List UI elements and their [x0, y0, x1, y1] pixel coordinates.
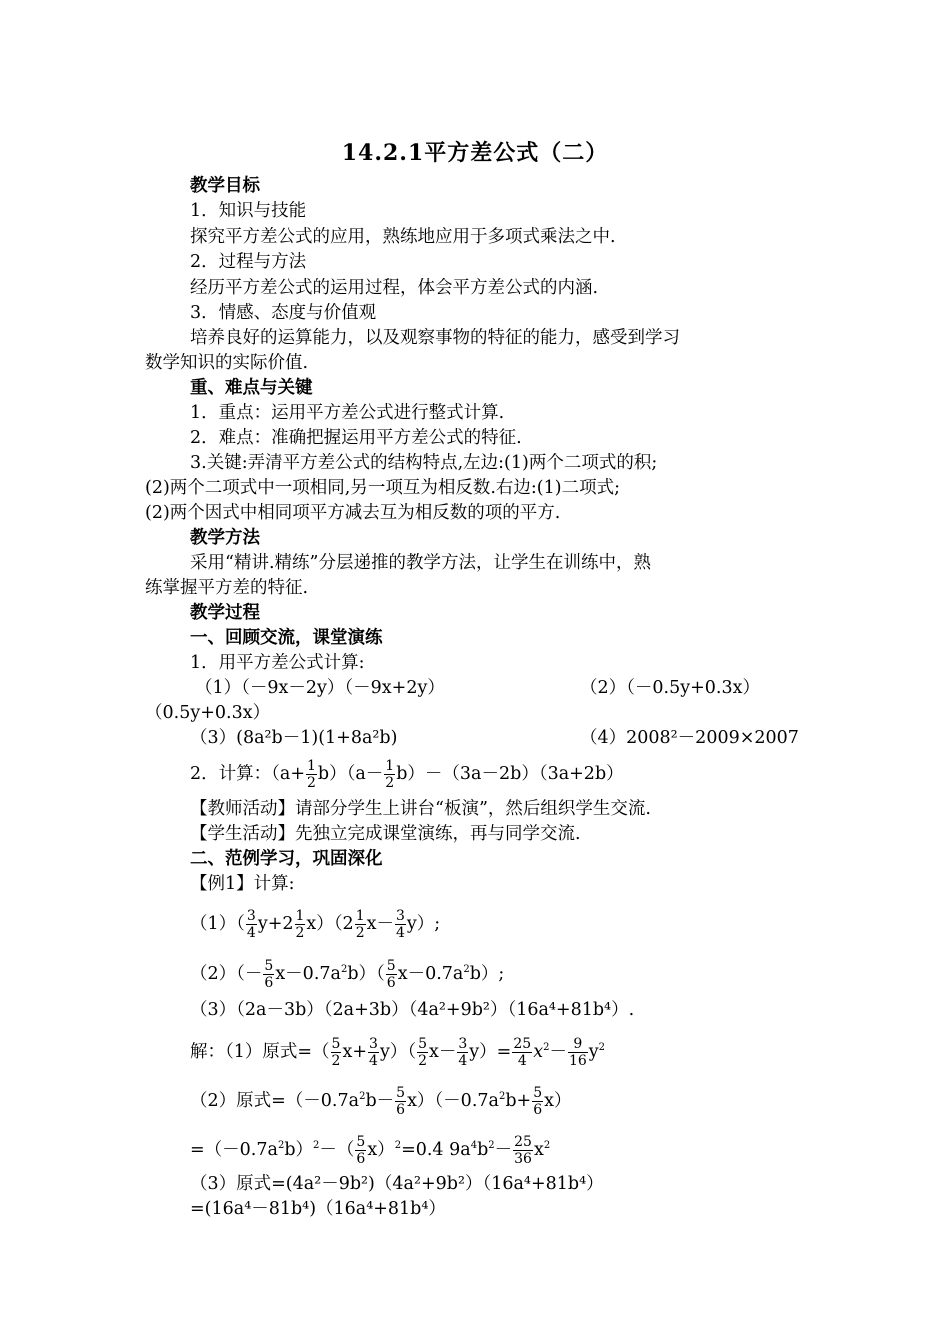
method-text-b: 练掌握平方差的特征. — [145, 578, 309, 598]
question-1-2b: （0.5y+0.3x） — [145, 703, 271, 723]
question-1-3: （3）(8a²b－1)(1+8a²b) — [190, 728, 398, 748]
question-1: 1．用平方差公式计算: — [190, 653, 365, 673]
page-title: 14.2.1平方差公式（二） — [341, 140, 609, 166]
objective-3-text-b: 数学知识的实际价值. — [145, 353, 309, 373]
fraction-one-half: $\frac{1}{2}$ — [385, 758, 395, 791]
objective-3-text-a: 培养良好的运算能力，以及观察事物的特征的能力，感受到学习 — [190, 328, 680, 348]
keypoints-heading: 重、难点与关键 — [190, 378, 313, 398]
question-2-mid: b）（a－ — [317, 764, 384, 784]
question-1-4: （4）2008²－2009×2007 — [580, 728, 799, 748]
question-2 — [190, 758, 624, 791]
solution-3-a: （3）原式=(4a²－9b²)（4a²+9b²）（16a⁴+81b⁴） — [190, 1174, 604, 1194]
keypoint-1: 1．重点：运用平方差公式进行整式计算. — [190, 403, 505, 423]
objective-1-text: 探究平方差公式的应用，熟练地应用于多项式乘法之中. — [190, 227, 616, 247]
method-heading: 教学方法 — [190, 528, 260, 548]
example-1-part-2: （2）（－ $\frac{5}{6}$ $x-0.7a^2b$）（ $\frac{5}{6}$ $x-0.7a^2b$）; — [190, 958, 505, 991]
solution-1: 解：（1）原式=（ $\frac{5}{2}$ x+ $\frac{3}{4}$ y）（ $\frac{5}{2}$ x－ $\frac{3}{4}$ y）= $\frac{25}{4}$ $x^2-$ $\frac{9}{16}$ $y^2$ — [190, 1036, 606, 1069]
solution-2-b: $=(-0.7a^2b)^2-$（ $\frac{5}{6}$ x）$^2$=0.4 $9a^4b^2-$ $\frac{25}{36}$ $x^2$ — [190, 1134, 551, 1167]
objective-1: 1．知识与技能 — [190, 201, 307, 221]
keypoint-3b: (2)两个二项式中一项相同,另一项互为相反数.右边:(1)二项式; — [145, 478, 620, 498]
solution-2-a: （2）原式$=(-0.7a^2b-$ $\frac{5}{6}$ $x)(-0.7a^2b+$ $\frac{5}{6}$ x） — [190, 1085, 572, 1118]
objectives-heading: 教学目标 — [190, 176, 260, 196]
method-text-a: 采用“精讲.精练”分层递推的教学方法，让学生在训练中，熟 — [190, 553, 651, 573]
objective-3: 3．情感、态度与价值观 — [190, 303, 377, 323]
student-activity: 【学生活动】先独立完成课堂演练，再与同学交流. — [190, 824, 581, 844]
section-1-heading: 一、回顾交流，课堂演练 — [190, 628, 383, 648]
example-1-part-3: （3）（2a－3b）（2a+3b）（4a²+9b²）（16a⁴+81b⁴）. — [190, 1000, 635, 1020]
question-2-prefix: 2．计算：（a+ — [190, 764, 305, 784]
solution-3-b: =(16a⁴－81b⁴)（16a⁴+81b⁴） — [190, 1199, 446, 1219]
process-heading: 教学过程 — [190, 603, 260, 623]
example-1-heading: 【例1】计算: — [190, 874, 295, 894]
question-2-suffix: b）－（3a－2b）（3a+2b） — [396, 764, 624, 784]
keypoint-3c: (2)两个因式中相同项平方减去互为相反数的项的平方. — [145, 503, 561, 523]
objective-2-text: 经历平方差公式的运用过程，体会平方差公式的内涵. — [190, 278, 599, 298]
section-2-heading: 二、范例学习，巩固深化 — [190, 849, 383, 869]
teacher-activity: 【教师活动】请部分学生上讲台“板演”，然后组织学生交流. — [190, 799, 651, 819]
keypoint-2: 2．难点：准确把握运用平方差公式的特征. — [190, 428, 522, 448]
question-1-1: （1）（－9x－2y）（－9x+2y） — [195, 678, 445, 698]
fraction-one-half: $\frac{1}{2}$ — [306, 758, 316, 791]
question-1-2a: （2）（－0.5y+0.3x） — [580, 678, 760, 698]
keypoint-3a: 3.关键:弄清平方差公式的结构特点,左边:(1)两个二项式的积; — [190, 453, 658, 473]
objective-2: 2．过程与方法 — [190, 252, 307, 272]
example-1-part-1: （1）（ $\frac{3}{4}$ y+2 $\frac{1}{2}$ x）（2 $\frac{1}{2}$ x－ $\frac{3}{4}$ y）; — [190, 908, 441, 941]
